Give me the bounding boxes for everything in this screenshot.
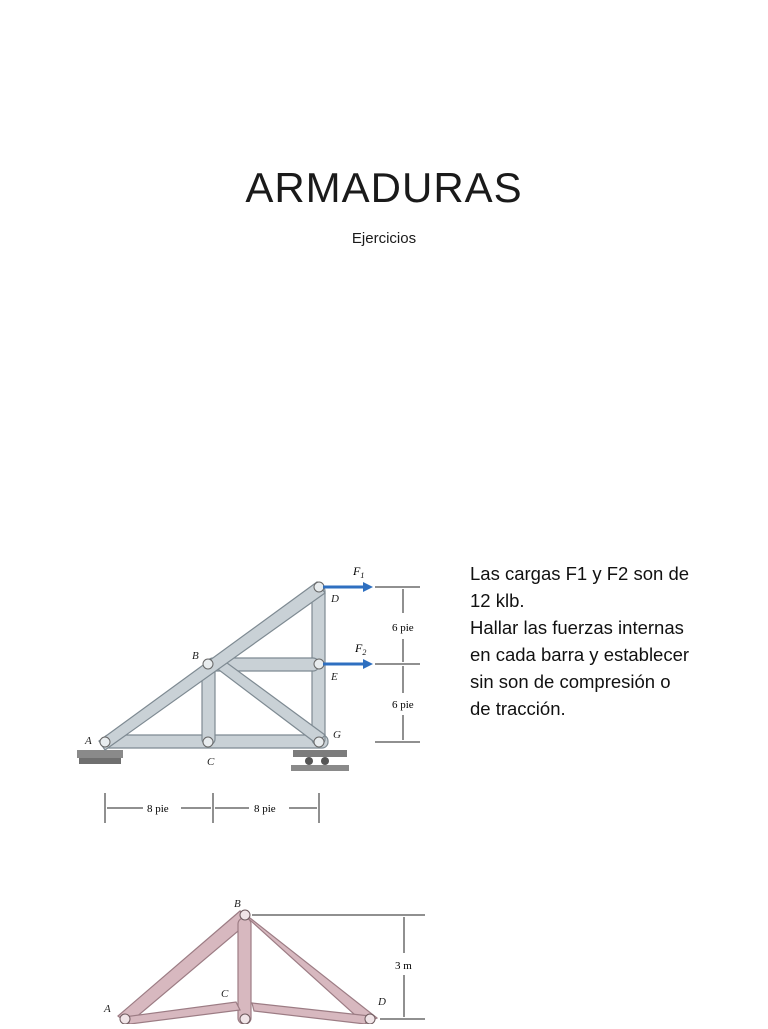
dim-label-eg: 6 pie <box>392 699 414 711</box>
node-label-d: D <box>331 593 339 605</box>
truss-figure-2 <box>40 885 430 1029</box>
node-label-e: E <box>331 671 338 683</box>
statement-line: de tracción. <box>470 698 566 719</box>
page-subtitle: Ejercicios <box>351 230 417 247</box>
force-f1-label: $F_1$ <box>353 564 365 580</box>
node-label-c: C <box>207 756 215 768</box>
truss-figure-1 <box>55 545 445 840</box>
statement-line: sin son de compresión o <box>470 671 671 692</box>
roller-support-g <box>291 750 349 771</box>
force-f1-arrow <box>323 582 373 592</box>
dim-label-cg: 8 pie <box>254 803 276 815</box>
truss-diagram-2 <box>40 885 430 1024</box>
node-label-g: G <box>333 729 341 741</box>
horizontal-dimension <box>105 793 319 823</box>
member-bg <box>215 660 325 744</box>
statement-line: Hallar las fuerzas internas <box>470 617 684 638</box>
pin-support-a <box>77 750 123 764</box>
statement-line: Las cargas F1 y F2 son de <box>470 563 690 584</box>
statement-line: en cada barra y establecer <box>470 644 690 665</box>
statement-line: 12 klb. <box>470 590 525 611</box>
dim-label-de: 6 pie <box>392 622 414 634</box>
force-f2-arrow <box>323 659 373 669</box>
node-label-a2: A <box>104 1003 111 1015</box>
node-label-c2: C <box>221 988 229 1000</box>
vertical-dimension <box>375 587 420 742</box>
truss-diagram-1 <box>55 545 445 835</box>
member-bc-vertical <box>238 918 251 1024</box>
node-label-d2: D <box>378 996 386 1008</box>
force-f2-label: $F_2$ <box>355 641 367 657</box>
node-label-b: B <box>192 650 199 662</box>
dim-label-ac: 8 pie <box>147 803 169 815</box>
node-label-a: A <box>85 735 92 747</box>
page-title: ARMADURAS <box>245 164 523 211</box>
dim-label-height: 3 m <box>395 960 412 972</box>
problem-1-statement <box>470 560 755 722</box>
node-label-b2: B <box>234 898 241 910</box>
